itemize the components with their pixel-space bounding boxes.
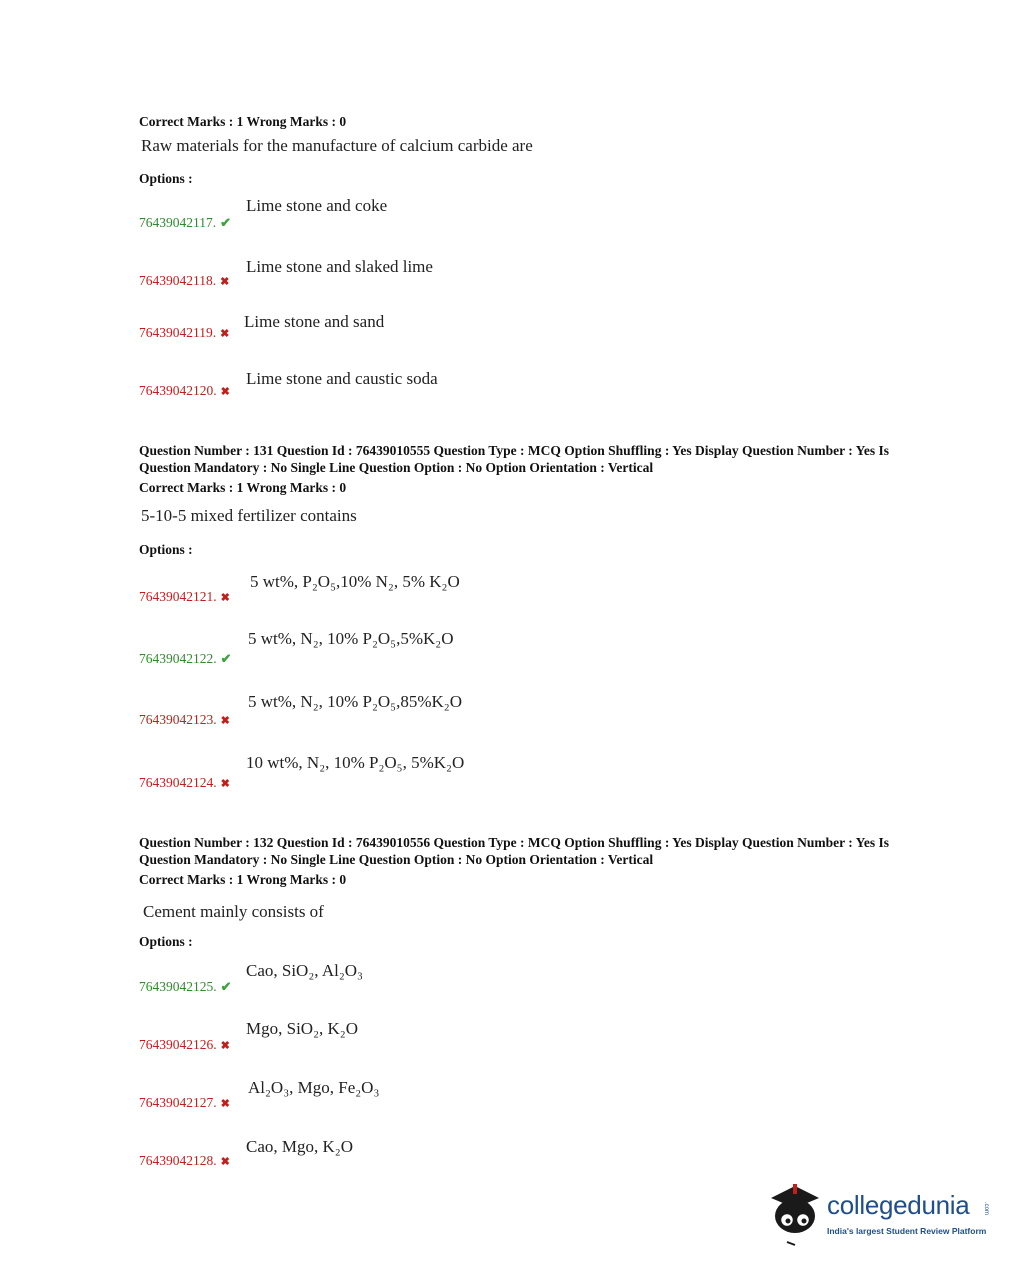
- check-mark-icon: ✔: [220, 651, 232, 666]
- check-mark-icon: ✔: [220, 215, 232, 230]
- q131-option-2: [139, 650, 232, 668]
- q131-option-3-text: 5 wt%, N₂, 10% P₂O₅,85%K₂O: [248, 692, 463, 711]
- q130-option-1: [139, 214, 231, 232]
- cross-mark-icon: ✖: [220, 715, 230, 727]
- option-id: 76439042122.: [139, 651, 217, 666]
- q130-option-2: [139, 272, 229, 290]
- option-id: 76439042123.: [139, 712, 217, 727]
- q130-option-4: [139, 382, 230, 400]
- q131-option-4: [139, 774, 230, 792]
- q132-option-1: [139, 978, 232, 996]
- option-id: 76439042128.: [139, 1153, 217, 1168]
- option-id: 76439042117.: [139, 215, 217, 230]
- q130-option-1-text: Lime stone and coke: [246, 196, 388, 215]
- q131-header: Question Number : 131 Question Id : 76439010555 Question Type : MCQ Option Shuffling : Yes Display Question Number : Yes Is Question Mandatory : No Single Line Question Option : No Option Orientation : Vertical: [139, 443, 889, 475]
- q131-option-1: [139, 588, 230, 606]
- cross-mark-icon: ✖: [220, 328, 230, 340]
- cross-mark-icon: ✖: [220, 592, 230, 604]
- q130-option-3: [139, 324, 229, 342]
- q132-header: Question Number : 132 Question Id : 76439010556 Question Type : MCQ Option Shuffling : Yes Display Question Number : Yes Is Question Mandatory : No Single Line Question Option : No Option Orientation : Vertical: [139, 835, 889, 867]
- logo-domain-suffix: .com: [983, 1202, 989, 1216]
- cross-mark-icon: ✖: [220, 1156, 230, 1168]
- option-id: 76439042120.: [139, 383, 217, 398]
- cross-mark-icon: ✖: [220, 386, 230, 398]
- option-id: 76439042127.: [139, 1095, 217, 1110]
- q131-question-text: 5-10-5 mixed fertilizer contains: [141, 506, 357, 525]
- q132-option-4: [139, 1152, 230, 1170]
- q130-option-3-text: Lime stone and sand: [244, 312, 385, 331]
- q130-question-text: Raw materials for the manufacture of calcium carbide are: [141, 136, 533, 155]
- q132-marks: Correct Marks : 1 Wrong Marks : 0: [139, 872, 347, 887]
- option-id: 76439042125.: [139, 979, 217, 994]
- q131-marks: Correct Marks : 1 Wrong Marks : 0: [139, 480, 347, 495]
- q131-option-4-text: 10 wt%, N₂, 10% P₂O₅, 5%K₂O: [246, 753, 465, 772]
- q132-option-3-text: Al₂O₃, Mgo, Fe₂O₃: [248, 1078, 380, 1097]
- mascot-icon: [765, 1176, 825, 1248]
- option-id: 76439042124.: [139, 775, 217, 790]
- check-mark-icon: ✔: [220, 979, 232, 994]
- q130-option-4-text: Lime stone and caustic soda: [246, 369, 438, 388]
- logo-tagline: India's largest Student Review Platform: [827, 1226, 987, 1236]
- collegedunia-logo: [765, 1176, 995, 1248]
- option-id: 76439042119.: [139, 325, 217, 340]
- option-id: 76439042121.: [139, 589, 217, 604]
- q132-question-text: Cement mainly consists of: [143, 902, 324, 921]
- option-id: 76439042118.: [139, 273, 217, 288]
- q131-options-label: Options :: [139, 542, 193, 557]
- option-id: 76439042126.: [139, 1037, 217, 1052]
- q130-marks: Correct Marks : 1 Wrong Marks : 0: [139, 114, 347, 129]
- q131-option-1-text: 5 wt%, P₂O₅,10% N₂, 5% K₂O: [250, 572, 460, 591]
- cross-mark-icon: ✖: [220, 778, 230, 790]
- q131-option-3: [139, 711, 230, 729]
- q130-options-label: Options :: [139, 171, 193, 186]
- q132-option-4-text: Cao, Mgo, K₂O: [246, 1137, 353, 1156]
- q132-options-label: Options :: [139, 934, 193, 949]
- cross-mark-icon: ✖: [220, 1098, 230, 1110]
- q132-option-2-text: Mgo, SiO₂, K₂O: [246, 1019, 358, 1038]
- logo-wordmark: collegedunia: [827, 1190, 970, 1220]
- q130-option-2-text: Lime stone and slaked lime: [246, 257, 433, 276]
- q132-option-1-text: Cao, SiO₂, Al₂O₃: [246, 961, 363, 980]
- cross-mark-icon: ✖: [220, 1040, 230, 1052]
- q132-option-3: [139, 1094, 230, 1112]
- q131-option-2-text: 5 wt%, N₂, 10% P₂O₅,5%K₂O: [248, 629, 454, 648]
- q132-option-2: [139, 1036, 230, 1054]
- cross-mark-icon: ✖: [220, 276, 230, 288]
